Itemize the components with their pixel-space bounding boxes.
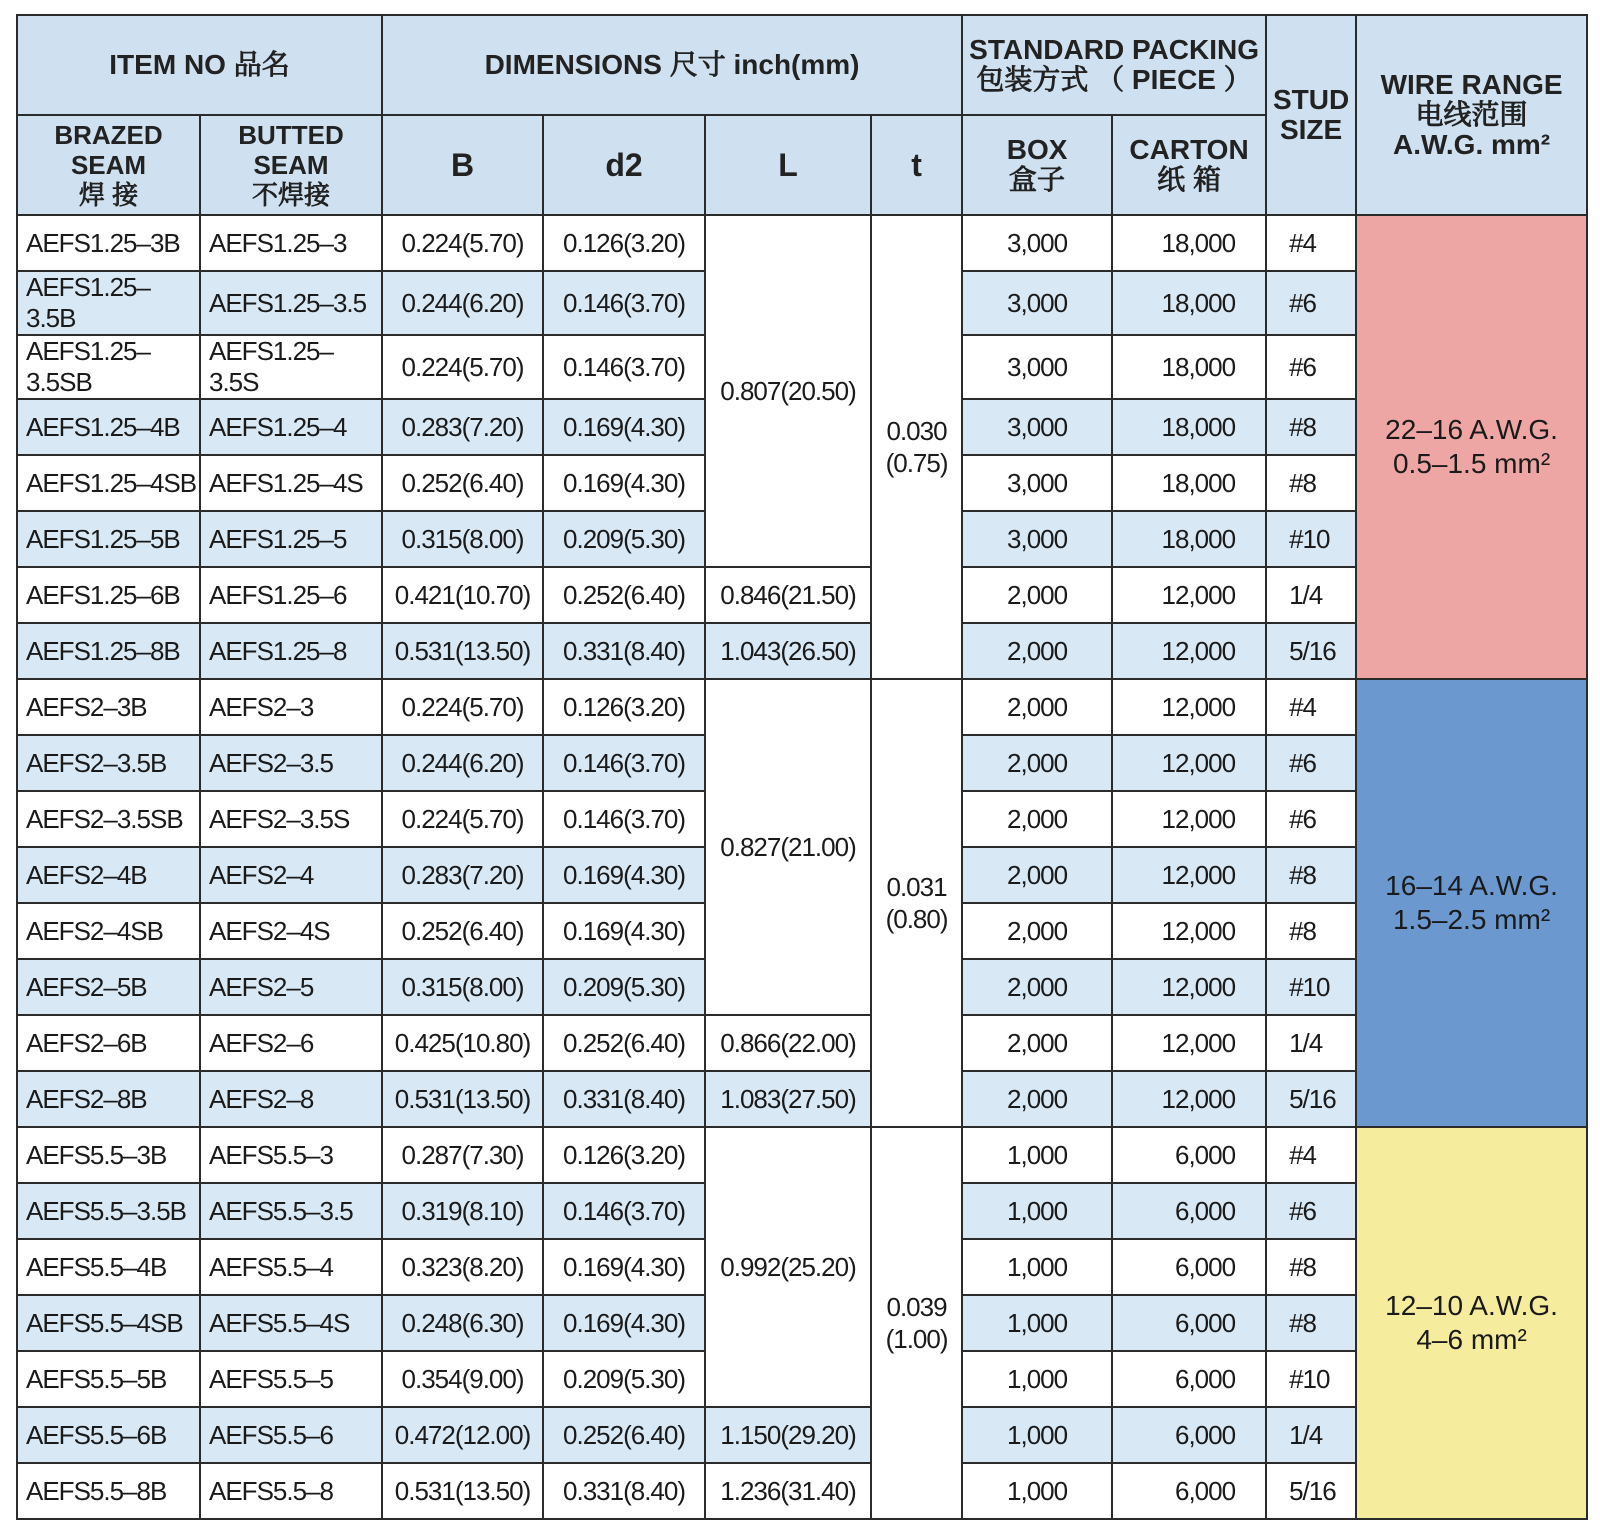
cell-box: 1,000 — [962, 1127, 1112, 1183]
cell-butted-item: AEFS5.5–4 — [200, 1239, 382, 1295]
cell-carton: 12,000 — [1112, 1015, 1266, 1071]
cell-t — [871, 679, 962, 1127]
cell-d2: 0.252(6.40) — [543, 567, 705, 623]
cell-carton: 18,000 — [1112, 455, 1266, 511]
header-brazed-line3: 焊 接 — [78, 180, 139, 210]
cell-carton: 6,000 — [1112, 1463, 1266, 1519]
cell-d2: 0.169(4.30) — [543, 399, 705, 455]
cell-b: 0.224(5.70) — [382, 335, 543, 399]
header-box-line1: BOX — [1006, 134, 1068, 165]
cell-butted-item: AEFS1.25–5 — [200, 511, 382, 567]
cell-brazed-item: AEFS2–3.5SB — [17, 791, 200, 847]
cell-b: 0.421(10.70) — [382, 567, 543, 623]
cell-box: 2,000 — [962, 679, 1112, 735]
cell-butted-item: AEFS5.5–4S — [200, 1295, 382, 1351]
cell-carton: 6,000 — [1112, 1295, 1266, 1351]
header-wire-range-line3: A.W.G. mm² — [1393, 129, 1551, 160]
header-wire-range-line1: WIRE RANGE — [1380, 69, 1563, 100]
wire-range-mm2: 4–6 mm² — [1416, 1324, 1527, 1355]
header-stud-size-line2: SIZE — [1279, 114, 1343, 145]
cell-box: 3,000 — [962, 271, 1112, 335]
cell-d2: 0.146(3.70) — [543, 1183, 705, 1239]
cell-l: 1.083(27.50) — [705, 1071, 871, 1127]
table-row — [17, 567, 1587, 623]
cell-carton: 18,000 — [1112, 271, 1266, 335]
cell-box: 1,000 — [962, 1463, 1112, 1519]
header-carton-line1: CARTON — [1129, 134, 1249, 165]
cell-t-inch: 0.031 — [886, 872, 947, 902]
cell-carton: 6,000 — [1112, 1183, 1266, 1239]
cell-carton: 12,000 — [1112, 567, 1266, 623]
cell-b: 0.244(6.20) — [382, 271, 543, 335]
cell-box: 1,000 — [962, 1351, 1112, 1407]
cell-l: 1.150(29.20) — [705, 1407, 871, 1463]
cell-carton: 18,000 — [1112, 335, 1266, 399]
cell-stud-size: #10 — [1266, 1351, 1356, 1407]
cell-t-mm: (1.00) — [885, 1324, 948, 1354]
cell-d2: 0.126(3.20) — [543, 1127, 705, 1183]
cell-b: 0.283(7.20) — [382, 399, 543, 455]
cell-wire-range — [1356, 1127, 1587, 1519]
cell-brazed-item: AEFS5.5–6B — [17, 1407, 200, 1463]
header-butted-line3: 不焊接 — [252, 180, 331, 210]
cell-box: 2,000 — [962, 1071, 1112, 1127]
cell-b: 0.425(10.80) — [382, 1015, 543, 1071]
cell-carton: 12,000 — [1112, 959, 1266, 1015]
cell-d2: 0.252(6.40) — [543, 1015, 705, 1071]
cell-box: 2,000 — [962, 847, 1112, 903]
cell-b: 0.283(7.20) — [382, 847, 543, 903]
cell-butted-item: AEFS1.25–6 — [200, 567, 382, 623]
cell-stud-size: #6 — [1266, 791, 1356, 847]
cell-t — [871, 215, 962, 679]
table-body — [17, 215, 1587, 1519]
cell-brazed-item: AEFS5.5–3B — [17, 1127, 200, 1183]
cell-brazed-item: AEFS2–4B — [17, 847, 200, 903]
table-row — [17, 215, 1587, 271]
cell-stud-size: 1/4 — [1266, 567, 1356, 623]
cell-box: 3,000 — [962, 335, 1112, 399]
header-item-no: ITEM NO 品名 — [17, 15, 382, 115]
cell-carton: 6,000 — [1112, 1239, 1266, 1295]
header-wire-range — [1356, 15, 1587, 215]
cell-butted-item: AEFS1.25–4S — [200, 455, 382, 511]
table-row — [17, 1407, 1587, 1463]
cell-carton: 18,000 — [1112, 215, 1266, 271]
wire-range-mm2: 0.5–1.5 mm² — [1392, 448, 1551, 479]
cell-box: 2,000 — [962, 791, 1112, 847]
cell-d2: 0.169(4.30) — [543, 455, 705, 511]
cell-l-shared: 0.827(21.00) — [705, 679, 871, 1015]
cell-brazed-item: AEFS2–5B — [17, 959, 200, 1015]
cell-b: 0.354(9.00) — [382, 1351, 543, 1407]
cell-stud-size: #10 — [1266, 511, 1356, 567]
cell-stud-size: #8 — [1266, 1239, 1356, 1295]
table-row — [17, 1127, 1587, 1183]
header-carton-line2: 纸 箱 — [1157, 164, 1221, 195]
cell-b: 0.472(12.00) — [382, 1407, 543, 1463]
cell-butted-item: AEFS1.25–3.5S — [200, 335, 382, 399]
cell-t-mm: (0.80) — [885, 904, 948, 934]
cell-l: 1.043(26.50) — [705, 623, 871, 679]
cell-box: 3,000 — [962, 215, 1112, 271]
cell-t-inch: 0.039 — [886, 1292, 947, 1322]
table-row — [17, 623, 1587, 679]
header-l: L — [705, 115, 871, 215]
header-butted-line2: SEAM — [253, 150, 329, 180]
header-box-line2: 盒子 — [1009, 164, 1066, 195]
cell-stud-size: 5/16 — [1266, 1463, 1356, 1519]
cell-t-mm: (0.75) — [885, 448, 948, 478]
cell-d2: 0.169(4.30) — [543, 1295, 705, 1351]
cell-brazed-item: AEFS5.5–3.5B — [17, 1183, 200, 1239]
cell-stud-size: #6 — [1266, 735, 1356, 791]
cell-brazed-item: AEFS1.25–4SB — [17, 455, 200, 511]
cell-stud-size: #8 — [1266, 1295, 1356, 1351]
cell-butted-item: AEFS5.5–3 — [200, 1127, 382, 1183]
header-standard-packing-line2: 包装方式 （ PIECE ） — [976, 64, 1252, 95]
cell-b: 0.315(8.00) — [382, 959, 543, 1015]
cell-b: 0.531(13.50) — [382, 623, 543, 679]
cell-b: 0.252(6.40) — [382, 903, 543, 959]
cell-brazed-item: AEFS5.5–8B — [17, 1463, 200, 1519]
cell-butted-item: AEFS2–6 — [200, 1015, 382, 1071]
cell-d2: 0.126(3.20) — [543, 679, 705, 735]
cell-d2: 0.169(4.30) — [543, 847, 705, 903]
cell-butted-item: AEFS2–3.5S — [200, 791, 382, 847]
cell-stud-size: 5/16 — [1266, 1071, 1356, 1127]
cell-stud-size: #6 — [1266, 1183, 1356, 1239]
cell-butted-item: AEFS2–4S — [200, 903, 382, 959]
cell-carton: 6,000 — [1112, 1127, 1266, 1183]
cell-stud-size: #6 — [1266, 335, 1356, 399]
cell-brazed-item: AEFS1.25–4B — [17, 399, 200, 455]
cell-carton: 12,000 — [1112, 903, 1266, 959]
header-stud-size — [1266, 15, 1356, 215]
cell-butted-item: AEFS2–5 — [200, 959, 382, 1015]
cell-brazed-item: AEFS2–3.5B — [17, 735, 200, 791]
cell-butted-item: AEFS5.5–5 — [200, 1351, 382, 1407]
cell-l-shared: 0.807(20.50) — [705, 215, 871, 567]
cell-brazed-item: AEFS5.5–5B — [17, 1351, 200, 1407]
cell-stud-size: #4 — [1266, 1127, 1356, 1183]
cell-b: 0.287(7.30) — [382, 1127, 543, 1183]
cell-t-inch: 0.030 — [886, 416, 947, 446]
cell-d2: 0.252(6.40) — [543, 1407, 705, 1463]
cell-butted-item: AEFS1.25–8 — [200, 623, 382, 679]
table-row — [17, 679, 1587, 735]
cell-stud-size: 1/4 — [1266, 1407, 1356, 1463]
cell-butted-item: AEFS5.5–8 — [200, 1463, 382, 1519]
cell-box: 1,000 — [962, 1407, 1112, 1463]
cell-box: 2,000 — [962, 735, 1112, 791]
cell-t — [871, 1127, 962, 1519]
cell-d2: 0.209(5.30) — [543, 1351, 705, 1407]
cell-carton: 18,000 — [1112, 399, 1266, 455]
header-t: t — [871, 115, 962, 215]
wire-range-awg: 22–16 A.W.G. — [1385, 414, 1558, 445]
cell-d2: 0.331(8.40) — [543, 1071, 705, 1127]
cell-b: 0.224(5.70) — [382, 679, 543, 735]
cell-brazed-item: AEFS5.5–4B — [17, 1239, 200, 1295]
header-brazed-seam — [17, 115, 200, 215]
header-carton — [1112, 115, 1266, 215]
cell-butted-item: AEFS2–8 — [200, 1071, 382, 1127]
cell-stud-size: #10 — [1266, 959, 1356, 1015]
cell-b: 0.248(6.30) — [382, 1295, 543, 1351]
header-stud-size-line1: STUD — [1272, 84, 1350, 115]
cell-butted-item: AEFS1.25–3.5 — [200, 271, 382, 335]
header-standard-packing-line1: STANDARD PACKING — [969, 34, 1259, 65]
header-wire-range-line2: 电线范围 — [1415, 99, 1528, 130]
cell-stud-size: #4 — [1266, 215, 1356, 271]
cell-d2: 0.331(8.40) — [543, 623, 705, 679]
cell-d2: 0.169(4.30) — [543, 1239, 705, 1295]
cell-brazed-item: AEFS2–6B — [17, 1015, 200, 1071]
cell-d2: 0.169(4.30) — [543, 903, 705, 959]
cell-box: 3,000 — [962, 511, 1112, 567]
cell-stud-size: #8 — [1266, 903, 1356, 959]
cell-b: 0.244(6.20) — [382, 735, 543, 791]
cell-b: 0.323(8.20) — [382, 1239, 543, 1295]
cell-carton: 12,000 — [1112, 847, 1266, 903]
cell-stud-size: #8 — [1266, 847, 1356, 903]
cell-brazed-item: AEFS1.25–3B — [17, 215, 200, 271]
wire-range-awg: 12–10 A.W.G. — [1385, 1290, 1558, 1321]
header-d2: d2 — [543, 115, 705, 215]
cell-carton: 12,000 — [1112, 735, 1266, 791]
cell-brazed-item: AEFS1.25–8B — [17, 623, 200, 679]
table-row — [17, 1015, 1587, 1071]
cell-d2: 0.146(3.70) — [543, 271, 705, 335]
header-butted-line1: BUTTED — [238, 120, 344, 150]
cell-butted-item: AEFS5.5–6 — [200, 1407, 382, 1463]
table-row — [17, 1463, 1587, 1519]
header-standard-packing — [962, 15, 1266, 115]
cell-wire-range — [1356, 679, 1587, 1127]
cell-d2: 0.146(3.70) — [543, 335, 705, 399]
cell-b: 0.315(8.00) — [382, 511, 543, 567]
terminal-spec-table — [16, 14, 1588, 1520]
cell-b: 0.531(13.50) — [382, 1463, 543, 1519]
cell-l-shared: 0.992(25.20) — [705, 1127, 871, 1407]
cell-d2: 0.146(3.70) — [543, 791, 705, 847]
cell-d2: 0.209(5.30) — [543, 511, 705, 567]
cell-box: 3,000 — [962, 455, 1112, 511]
header-box — [962, 115, 1112, 215]
cell-d2: 0.126(3.20) — [543, 215, 705, 271]
cell-brazed-item: AEFS5.5–4SB — [17, 1295, 200, 1351]
cell-stud-size: #8 — [1266, 455, 1356, 511]
header-dimensions: DIMENSIONS 尺寸 inch(mm) — [382, 15, 962, 115]
cell-b: 0.224(5.70) — [382, 215, 543, 271]
cell-stud-size: #8 — [1266, 399, 1356, 455]
cell-box: 2,000 — [962, 1015, 1112, 1071]
cell-carton: 12,000 — [1112, 1071, 1266, 1127]
cell-brazed-item: AEFS1.25–3.5B — [17, 271, 200, 335]
wire-range-awg: 16–14 A.W.G. — [1385, 870, 1558, 901]
cell-brazed-item: AEFS2–8B — [17, 1071, 200, 1127]
cell-stud-size: 5/16 — [1266, 623, 1356, 679]
cell-butted-item: AEFS1.25–4 — [200, 399, 382, 455]
cell-box: 2,000 — [962, 567, 1112, 623]
cell-l: 1.236(31.40) — [705, 1463, 871, 1519]
cell-box: 1,000 — [962, 1295, 1112, 1351]
cell-b: 0.224(5.70) — [382, 791, 543, 847]
cell-carton: 6,000 — [1112, 1351, 1266, 1407]
cell-box: 2,000 — [962, 903, 1112, 959]
cell-box: 3,000 — [962, 399, 1112, 455]
cell-brazed-item: AEFS1.25–5B — [17, 511, 200, 567]
cell-d2: 0.146(3.70) — [543, 735, 705, 791]
cell-brazed-item: AEFS2–4SB — [17, 903, 200, 959]
cell-box: 2,000 — [962, 959, 1112, 1015]
cell-butted-item: AEFS2–3 — [200, 679, 382, 735]
wire-range-mm2: 1.5–2.5 mm² — [1392, 904, 1551, 935]
cell-box: 1,000 — [962, 1183, 1112, 1239]
cell-l: 0.846(21.50) — [705, 567, 871, 623]
cell-butted-item: AEFS5.5–3.5 — [200, 1183, 382, 1239]
cell-stud-size: #6 — [1266, 271, 1356, 335]
cell-brazed-item: AEFS1.25–6B — [17, 567, 200, 623]
header-butted-seam — [200, 115, 382, 215]
cell-box: 1,000 — [962, 1239, 1112, 1295]
cell-d2: 0.331(8.40) — [543, 1463, 705, 1519]
cell-carton: 12,000 — [1112, 679, 1266, 735]
cell-d2: 0.209(5.30) — [543, 959, 705, 1015]
cell-stud-size: 1/4 — [1266, 1015, 1356, 1071]
cell-b: 0.252(6.40) — [382, 455, 543, 511]
table-row — [17, 1071, 1587, 1127]
cell-b: 0.531(13.50) — [382, 1071, 543, 1127]
cell-carton: 12,000 — [1112, 623, 1266, 679]
cell-brazed-item: AEFS2–3B — [17, 679, 200, 735]
cell-b: 0.319(8.10) — [382, 1183, 543, 1239]
header-brazed-line2: SEAM — [70, 150, 147, 180]
cell-carton: 12,000 — [1112, 791, 1266, 847]
cell-carton: 18,000 — [1112, 511, 1266, 567]
cell-butted-item: AEFS2–4 — [200, 847, 382, 903]
cell-wire-range — [1356, 215, 1587, 679]
cell-l: 0.866(22.00) — [705, 1015, 871, 1071]
cell-butted-item: AEFS2–3.5 — [200, 735, 382, 791]
header-brazed-line1: BRAZED — [54, 120, 163, 150]
cell-butted-item: AEFS1.25–3 — [200, 215, 382, 271]
header-b: B — [382, 115, 543, 215]
cell-carton: 6,000 — [1112, 1407, 1266, 1463]
cell-brazed-item: AEFS1.25–3.5SB — [17, 335, 200, 399]
cell-box: 2,000 — [962, 623, 1112, 679]
cell-stud-size: #4 — [1266, 679, 1356, 735]
